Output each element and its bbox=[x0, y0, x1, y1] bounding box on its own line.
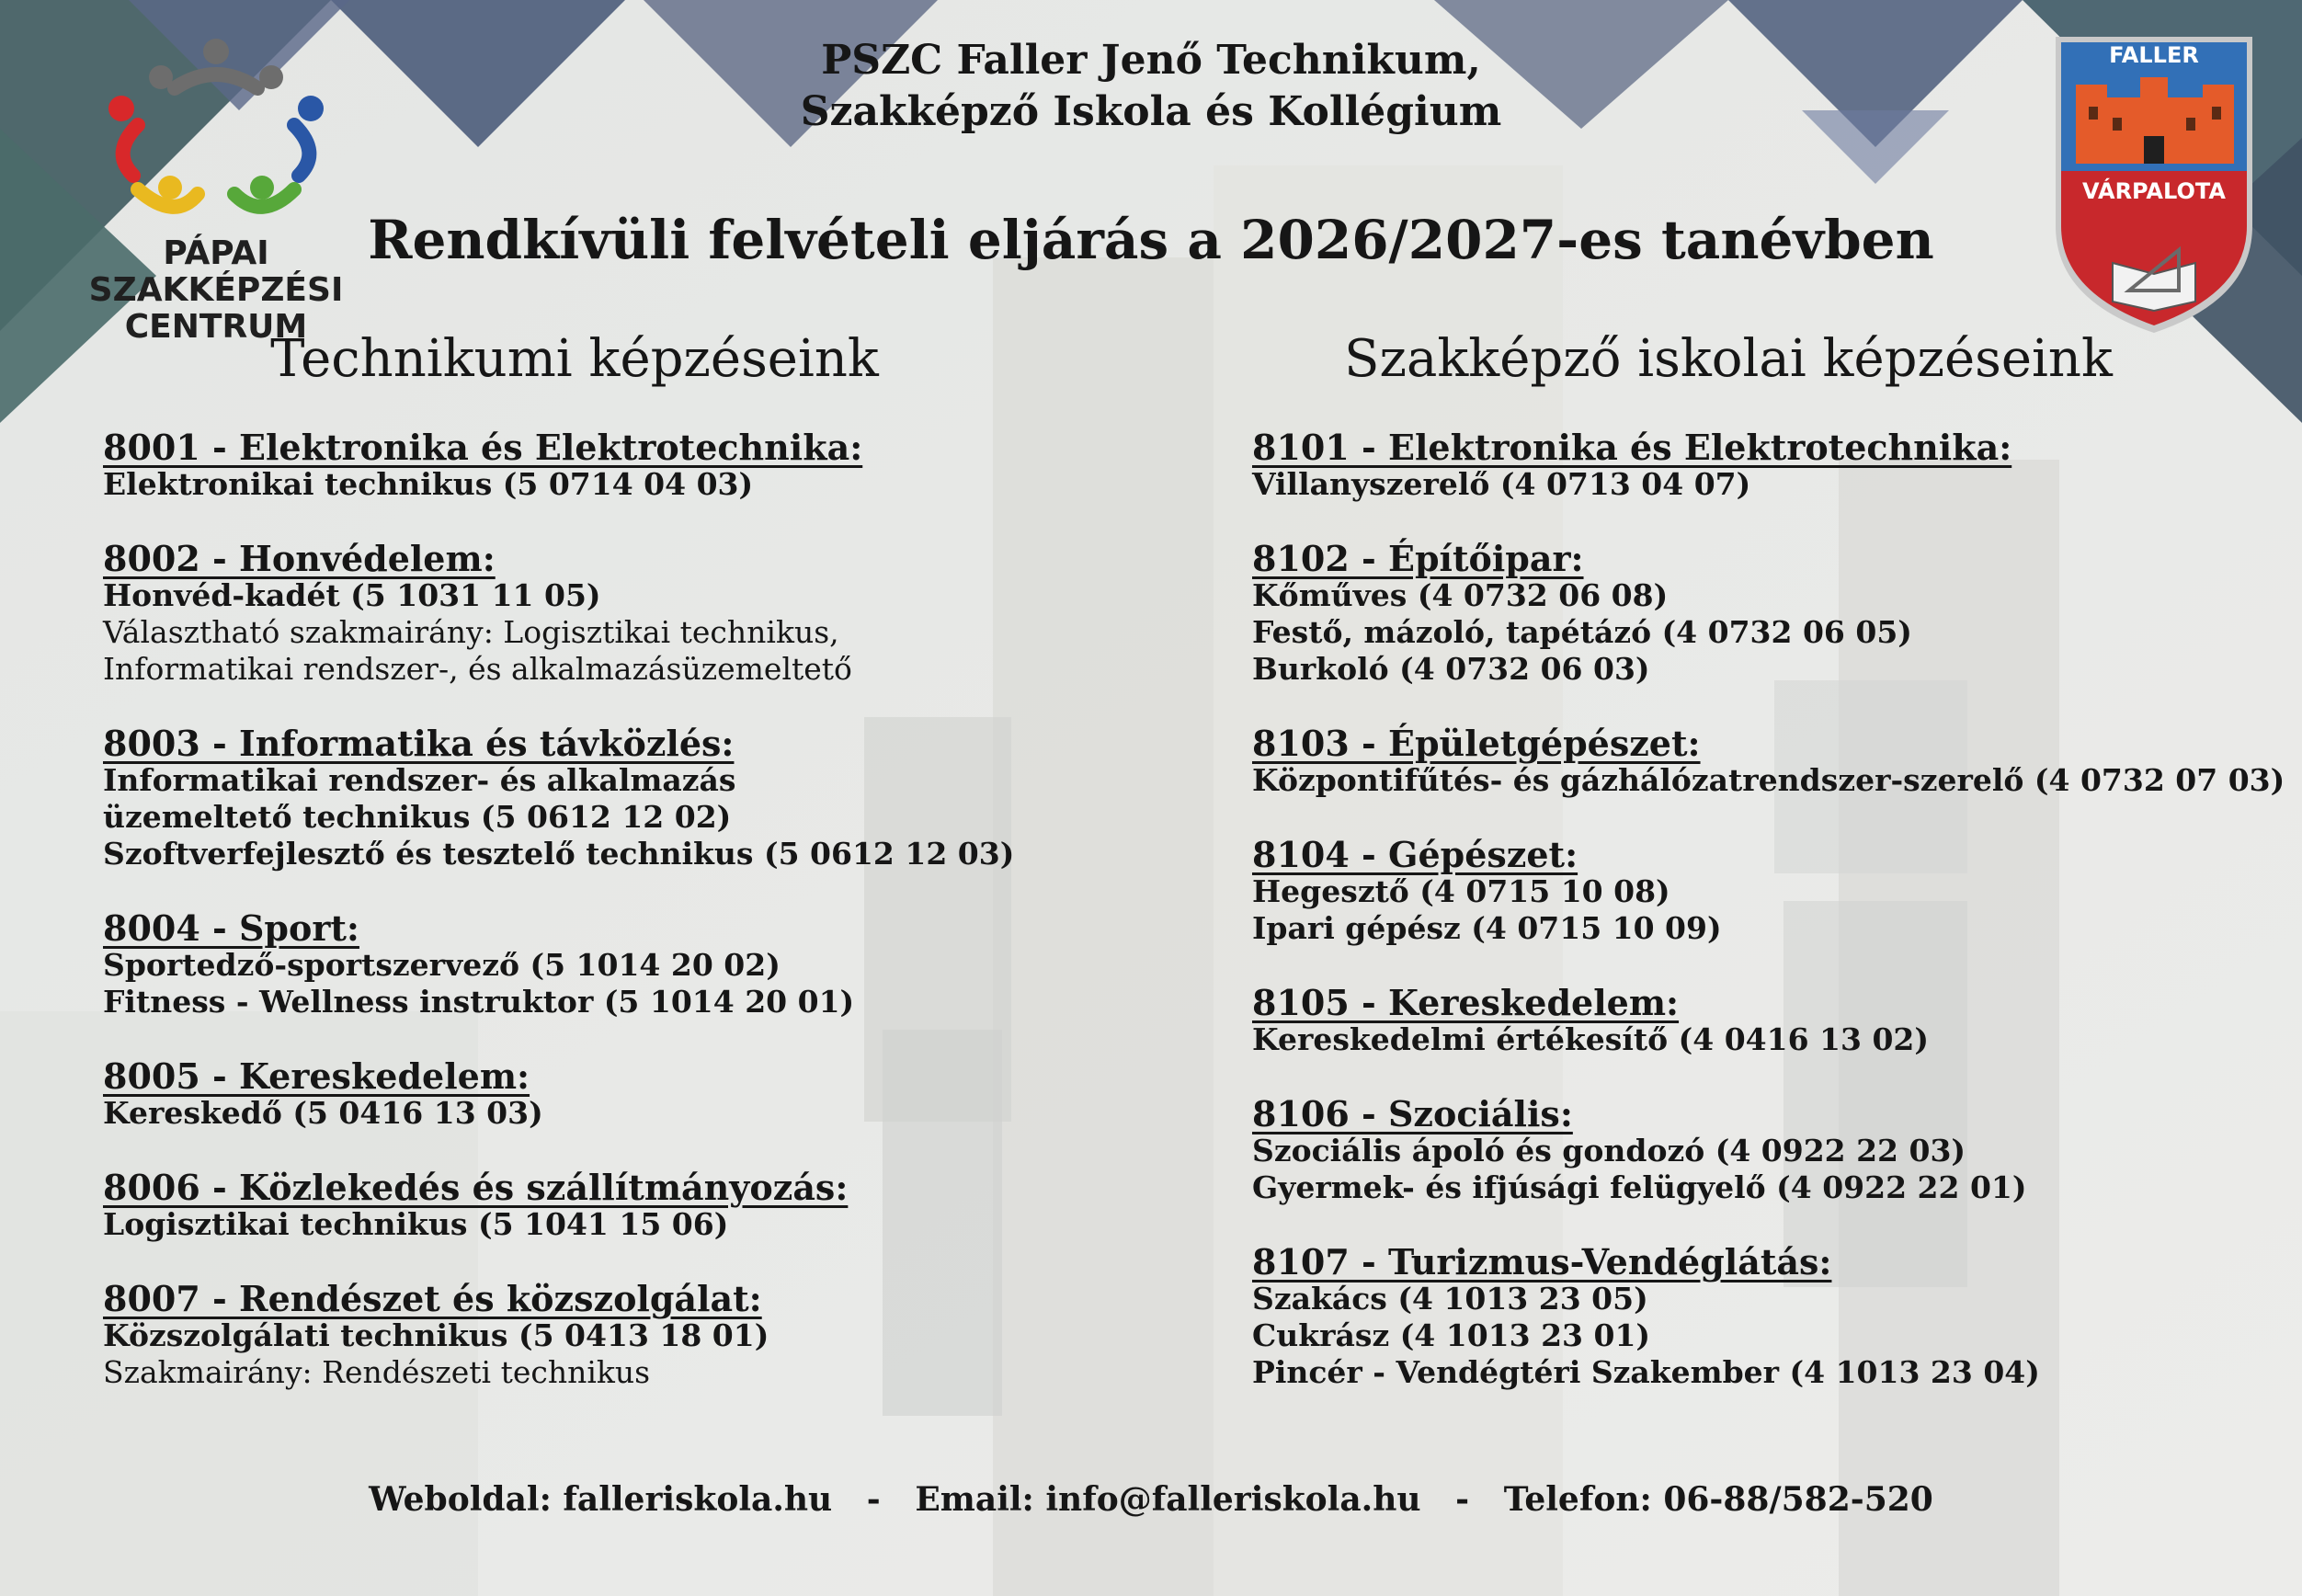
program-line: Honvéd-kadét (5 1031 11 05) bbox=[103, 577, 601, 613]
program-line: Informatikai rendszer- és alkalmazás bbox=[103, 762, 736, 798]
contact-footer: Weboldal: falleriskola.hu - Email: info@falleriskola.hu - Telefon: 06-88/582-520 bbox=[369, 1480, 1933, 1519]
program-title: 8104 - Gépészet: bbox=[1252, 834, 1578, 875]
program-line: Logisztikai technikus (5 1041 15 06) bbox=[103, 1206, 729, 1242]
program-line: Ipari gépész (4 0715 10 09) bbox=[1252, 910, 1722, 946]
program-section-8101 bbox=[1252, 428, 2291, 503]
program-section-8003 bbox=[103, 724, 1243, 872]
program-title: 8003 - Informatika és távközlés: bbox=[103, 723, 735, 764]
program-title: 8006 - Közlekedés és szállítmányozás: bbox=[103, 1167, 849, 1208]
program-title: 8004 - Sport: bbox=[103, 907, 359, 949]
program-line: Cukrász (4 1013 23 01) bbox=[1252, 1317, 1651, 1353]
program-title: 8101 - Elektronika és Elektrotechnika: bbox=[1252, 427, 2012, 468]
program-section-8106 bbox=[1252, 1095, 2291, 1206]
page-title: Rendkívüli felvételi eljárás a 2026/2027-es tanévben bbox=[368, 209, 1934, 271]
technical-programs-list bbox=[103, 428, 1243, 1428]
program-line: Villanyszerelő (4 0713 04 07) bbox=[1252, 466, 1751, 502]
program-line: Pincér - Vendégtéri Szakember (4 1013 23 04) bbox=[1252, 1354, 2040, 1390]
program-section-8104 bbox=[1252, 836, 2291, 947]
program-line: üzemeltető technikus (5 0612 12 02) bbox=[103, 799, 732, 835]
program-section-8002 bbox=[103, 540, 1243, 688]
program-line: Sportedző-sportszervező (5 1014 20 02) bbox=[103, 947, 781, 983]
vocational-programs-list bbox=[1252, 428, 2291, 1428]
program-line: Burkoló (4 0732 06 03) bbox=[1252, 651, 1650, 687]
program-section-8005 bbox=[103, 1057, 1243, 1132]
program-section-8004 bbox=[103, 909, 1243, 1020]
school-name bbox=[0, 35, 2302, 138]
program-title: 8103 - Épületgépészet: bbox=[1252, 723, 1701, 764]
logo-line-2: CENTRUM bbox=[124, 308, 308, 346]
program-line: Gyermek- és ifjúsági felügyelő (4 0922 22 01) bbox=[1252, 1169, 2027, 1205]
program-title: 8002 - Honvédelem: bbox=[103, 538, 496, 579]
program-line: Választható szakmairány: Logisztikai technikus, bbox=[103, 614, 839, 650]
program-line: Informatikai rendszer-, és alkalmazásüzemeltető bbox=[103, 651, 852, 687]
logo-line-1: PÁPAI SZAKKÉPZÉSI bbox=[88, 234, 344, 309]
school-line-1: PSZC Faller Jenő Technikum, bbox=[821, 37, 1481, 84]
program-line: Kereskedő (5 0416 13 03) bbox=[103, 1095, 543, 1131]
crest-bottom-text: VÁRPALOTA bbox=[2082, 178, 2226, 204]
crest-top-text: FALLER bbox=[2109, 42, 2199, 68]
program-line: Szoftverfejlesztő és tesztelő technikus (5 0612 12 03) bbox=[103, 836, 1015, 872]
program-line: Hegesztő (4 0715 10 08) bbox=[1252, 873, 1670, 909]
program-title: 8007 - Rendészet és közszolgálat: bbox=[103, 1278, 762, 1319]
program-line: Elektronikai technikus (5 0714 04 03) bbox=[103, 466, 754, 502]
program-line: Kőműves (4 0732 06 08) bbox=[1252, 577, 1669, 613]
program-section-8103 bbox=[1252, 724, 2291, 799]
program-title: 8107 - Turizmus-Vendéglátás: bbox=[1252, 1241, 1832, 1282]
program-title: 8001 - Elektronika és Elektrotechnika: bbox=[103, 427, 863, 468]
program-line: Közszolgálati technikus (5 0413 18 01) bbox=[103, 1317, 769, 1353]
program-title: 8106 - Szociális: bbox=[1252, 1093, 1573, 1134]
program-title: 8102 - Építőipar: bbox=[1252, 538, 1584, 579]
program-line: Szakmairány: Rendészeti technikus bbox=[103, 1354, 651, 1390]
technical-programs-heading: Technikumi képzéseink bbox=[270, 329, 879, 389]
program-line: Központifűtés- és gázhálózatrendszer-szerelő (4 0732 07 03) bbox=[1252, 762, 2285, 798]
vocational-programs-heading: Szakképző iskolai képzéseink bbox=[1344, 329, 2113, 389]
program-section-8105 bbox=[1252, 984, 2291, 1058]
program-section-8102 bbox=[1252, 540, 2291, 688]
program-title: 8005 - Kereskedelem: bbox=[103, 1055, 530, 1097]
program-section-8107 bbox=[1252, 1243, 2291, 1391]
program-line: Kereskedelmi értékesítő (4 0416 13 02) bbox=[1252, 1021, 1930, 1057]
program-section-8001 bbox=[103, 428, 1243, 503]
program-section-8007 bbox=[103, 1280, 1243, 1391]
program-line: Fitness - Wellness instruktor (5 1014 20 01) bbox=[103, 984, 855, 1020]
program-line: Szociális ápoló és gondozó (4 0922 22 03) bbox=[1252, 1133, 1966, 1168]
program-title: 8105 - Kereskedelem: bbox=[1252, 982, 1680, 1023]
program-line: Festő, mázoló, tapétázó (4 0732 06 05) bbox=[1252, 614, 1912, 650]
program-line: Szakács (4 1013 23 05) bbox=[1252, 1281, 1648, 1317]
program-section-8006 bbox=[103, 1168, 1243, 1243]
school-line-2: Szakképző Iskola és Kollégium bbox=[800, 88, 1502, 135]
